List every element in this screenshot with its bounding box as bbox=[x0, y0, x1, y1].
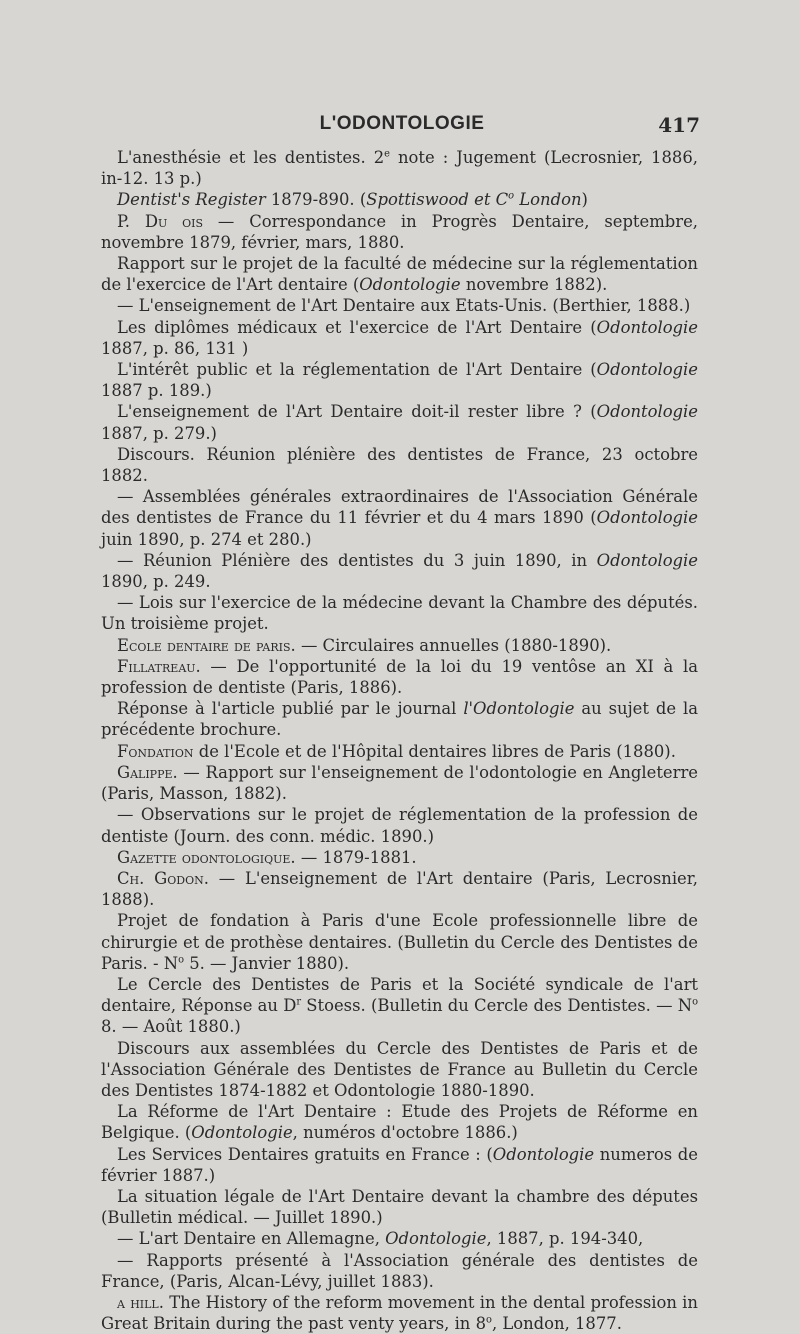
entry-text: — Réunion Plénière des dentistes du 3 juin 1890, in bbox=[117, 550, 597, 570]
entry-text: L'enseignement de l'Art Dentaire doit-il rester libre ? ( bbox=[117, 402, 597, 422]
bibliography-entry bbox=[101, 253, 698, 295]
entry-text: ois bbox=[167, 211, 204, 231]
bibliography-list bbox=[101, 147, 698, 1334]
entry-text: au sujet de la précédente brochure. bbox=[101, 699, 698, 740]
bibliography-entry bbox=[101, 974, 698, 1038]
entry-text: Ch. Godon. bbox=[117, 868, 209, 888]
entry-text: , London, 1877. bbox=[491, 1314, 622, 1334]
entry-text: ) bbox=[581, 190, 588, 210]
bibliography-entry bbox=[101, 147, 698, 189]
page-number: 417 bbox=[658, 113, 700, 137]
entry-text: Discours aux assemblées du Cercle des Dentistes de Paris et de l'Association Générale des Dentistes de France au Bulletin du Cercle des Dentistes 1874-1882 et Odontologie 1880-1890. bbox=[101, 1038, 698, 1100]
bibliography-entry bbox=[101, 189, 698, 210]
bibliography-entry bbox=[101, 847, 698, 868]
entry-text: de l'Ecole et de l'Hôpital dentaires libres de Paris (1880). bbox=[193, 741, 676, 761]
bibliography-entry bbox=[101, 359, 698, 401]
bibliography-entry bbox=[101, 868, 698, 910]
entry-text: 1887, p. 86, 131 ) bbox=[101, 338, 249, 358]
entry-text: Odontologie bbox=[596, 402, 698, 422]
entry-text: Gazette odontologique. bbox=[117, 847, 296, 867]
bibliography-entry bbox=[101, 550, 698, 592]
entry-text: Rapport sur le projet de la faculté de médecine sur la réglementation de l'exercice de l'Art dentaire ( bbox=[101, 254, 698, 295]
entry-text: r bbox=[296, 996, 302, 1008]
bibliography-entry bbox=[101, 1101, 698, 1143]
bibliography-entry bbox=[101, 1144, 698, 1186]
entry-text: — Rapports présenté à l'Association générale des dentistes de France, (Paris, Alcan-Lévy, juillet 1883). bbox=[101, 1250, 698, 1291]
entry-text: — Circulaires annuelles (1880-1890). bbox=[295, 635, 612, 655]
entry-text: Les Services Dentaires gratuits en France : ( bbox=[117, 1144, 493, 1164]
bibliography-entry bbox=[101, 804, 698, 846]
entry-text: Le Cercle des Dentistes de Paris et la Société syndicale de l'art dentaire, Réponse au D bbox=[101, 974, 698, 1016]
entry-text: Dentist's Register bbox=[117, 190, 266, 210]
entry-text: L'anesthésie et les dentistes. 2 bbox=[117, 148, 385, 167]
entry-text: , numéros d'octobre 1886.) bbox=[292, 1123, 518, 1143]
bibliography-entry bbox=[101, 486, 698, 550]
entry-text: P. Du bbox=[117, 211, 168, 231]
bibliography-entry bbox=[101, 401, 698, 443]
bibliography-entry bbox=[101, 698, 698, 740]
bibliography-entry bbox=[101, 656, 698, 698]
entry-text: Les diplômes médicaux et l'exercice de l'Art Dentaire ( bbox=[117, 317, 597, 337]
entry-text: juin 1890, p. 274 et 280.) bbox=[101, 529, 312, 549]
entry-text: Odontologie bbox=[191, 1123, 293, 1143]
entry-text: o bbox=[178, 954, 184, 966]
entry-text: Odontologie bbox=[596, 317, 698, 337]
entry-text: Spottiswood et C bbox=[366, 190, 509, 210]
entry-text: Galippe. bbox=[117, 762, 178, 782]
bibliography-entry bbox=[101, 1038, 698, 1102]
bibliography-entry bbox=[101, 741, 698, 762]
entry-text: Odontologie bbox=[596, 508, 698, 528]
bibliography-entry bbox=[101, 910, 698, 974]
entry-text: Stoess. (Bulletin du Cercle des Dentistes. — N bbox=[301, 996, 693, 1016]
running-title: L'ODONTOLOGIE bbox=[319, 113, 485, 134]
entry-text: Réponse à l'article publié par le journal bbox=[117, 699, 464, 719]
bibliography-entry bbox=[101, 211, 698, 253]
entry-text: note : Jugement (Lecrosnier, 1886, in-12. 13 p.) bbox=[101, 148, 698, 189]
bibliography-entry bbox=[101, 444, 698, 486]
entry-text: La situation légale de l'Art Dentaire devant la chambre des députes (Bulletin médical. — Juillet 1890.) bbox=[101, 1186, 698, 1228]
bibliography-entry bbox=[101, 295, 698, 316]
page-header bbox=[104, 113, 700, 143]
entry-text: — L'art Dentaire en Allemagne, bbox=[117, 1229, 386, 1249]
entry-text: 1879-890. ( bbox=[265, 190, 367, 210]
entry-text: Odontologie bbox=[596, 550, 698, 570]
bibliography-entry bbox=[101, 762, 698, 804]
entry-text: Fondation bbox=[117, 741, 194, 761]
entry-text: o bbox=[508, 190, 515, 202]
entry-text: Odontologie bbox=[385, 1229, 487, 1249]
entry-text: 8. — Août 1880.) bbox=[101, 1017, 241, 1037]
bibliography-entry bbox=[101, 1228, 698, 1249]
entry-text: — De l'opportunité de la loi du 19 ventôse an XI à la profession de dentiste (Paris, 1886). bbox=[101, 656, 698, 698]
entry-text: l'Odontologie bbox=[463, 699, 575, 719]
entry-text: o bbox=[692, 996, 699, 1008]
entry-text: The History of the reform movement in the dental profession in Great Britain during the past venty years, in 8 bbox=[101, 1292, 698, 1334]
entry-text: 1887, p. 279.) bbox=[101, 423, 217, 443]
bibliography-entry bbox=[101, 1292, 698, 1334]
bibliography-entry bbox=[101, 317, 698, 359]
entry-text: novembre 1882). bbox=[460, 275, 608, 295]
bibliography-entry bbox=[101, 1186, 698, 1228]
entry-text: Projet de fondation à Paris d'une Ecole professionnelle libre de chirurgie et de prothèse dentaires. (Bulletin du Cercle des Dentistes de Paris. - N bbox=[101, 911, 698, 973]
entry-text: 1890, p. 249. bbox=[101, 572, 211, 592]
entry-text: — L'enseignement de l'Art Dentaire aux Etats-Unis. (Berthier, 1888.) bbox=[117, 296, 691, 316]
entry-text: Fillatreau. bbox=[117, 656, 201, 676]
entry-text: La Réforme de l'Art Dentaire : Etude des Projets de Réforme en Belgique. ( bbox=[101, 1102, 698, 1143]
entry-text: Discours. Réunion plénière des dentistes de France, 23 octobre 1882. bbox=[101, 444, 698, 486]
entry-text: Ecole dentaire de paris. bbox=[117, 635, 296, 655]
entry-text: Odontologie bbox=[359, 275, 461, 295]
entry-text: o bbox=[486, 1314, 492, 1326]
bibliography-entry bbox=[101, 635, 698, 656]
entry-text: London bbox=[514, 190, 582, 210]
entry-text: — L'enseignement de l'Art dentaire (Paris, Lecrosnier, 1888). bbox=[101, 868, 699, 910]
entry-text: e bbox=[384, 148, 390, 160]
entry-text: Odontologie bbox=[596, 360, 698, 380]
entry-text: — Assemblées générales extraordinaires de l'Association Générale des dentistes de France du 11 février et du 4 mars 1890 ( bbox=[101, 487, 698, 528]
entry-text: — Observations sur le projet de réglementation de la profession de dentiste (Journ. des conn. médic. 1890.) bbox=[101, 805, 698, 846]
bibliography-entry bbox=[101, 592, 698, 634]
entry-text: — 1879-1881. bbox=[295, 847, 417, 867]
entry-text: — Rapport sur l'enseignement de l'odontologie en Angleterre (Paris, Masson, 1882). bbox=[101, 762, 698, 804]
bibliography-entry bbox=[101, 1250, 698, 1292]
entry-text: L'intérêt public et la réglementation de l'Art Dentaire ( bbox=[117, 360, 597, 380]
entry-text: — Lois sur l'exercice de la médecine devant la Chambre des députés. Un troisième projet. bbox=[101, 593, 698, 634]
entry-text: Odontologie bbox=[492, 1144, 595, 1164]
entry-text: numeros de février 1887.) bbox=[101, 1144, 698, 1185]
entry-text: — Correspondance in Progrès Dentaire, septembre, novembre 1879, février, mars, 1880. bbox=[101, 211, 698, 252]
entry-text: , 1887, p. 194-340, bbox=[486, 1229, 644, 1249]
entry-text: 5. — Janvier 1880). bbox=[184, 953, 350, 973]
entry-text: a hill. bbox=[117, 1292, 164, 1312]
entry-text: 1887 p. 189.) bbox=[101, 381, 212, 401]
